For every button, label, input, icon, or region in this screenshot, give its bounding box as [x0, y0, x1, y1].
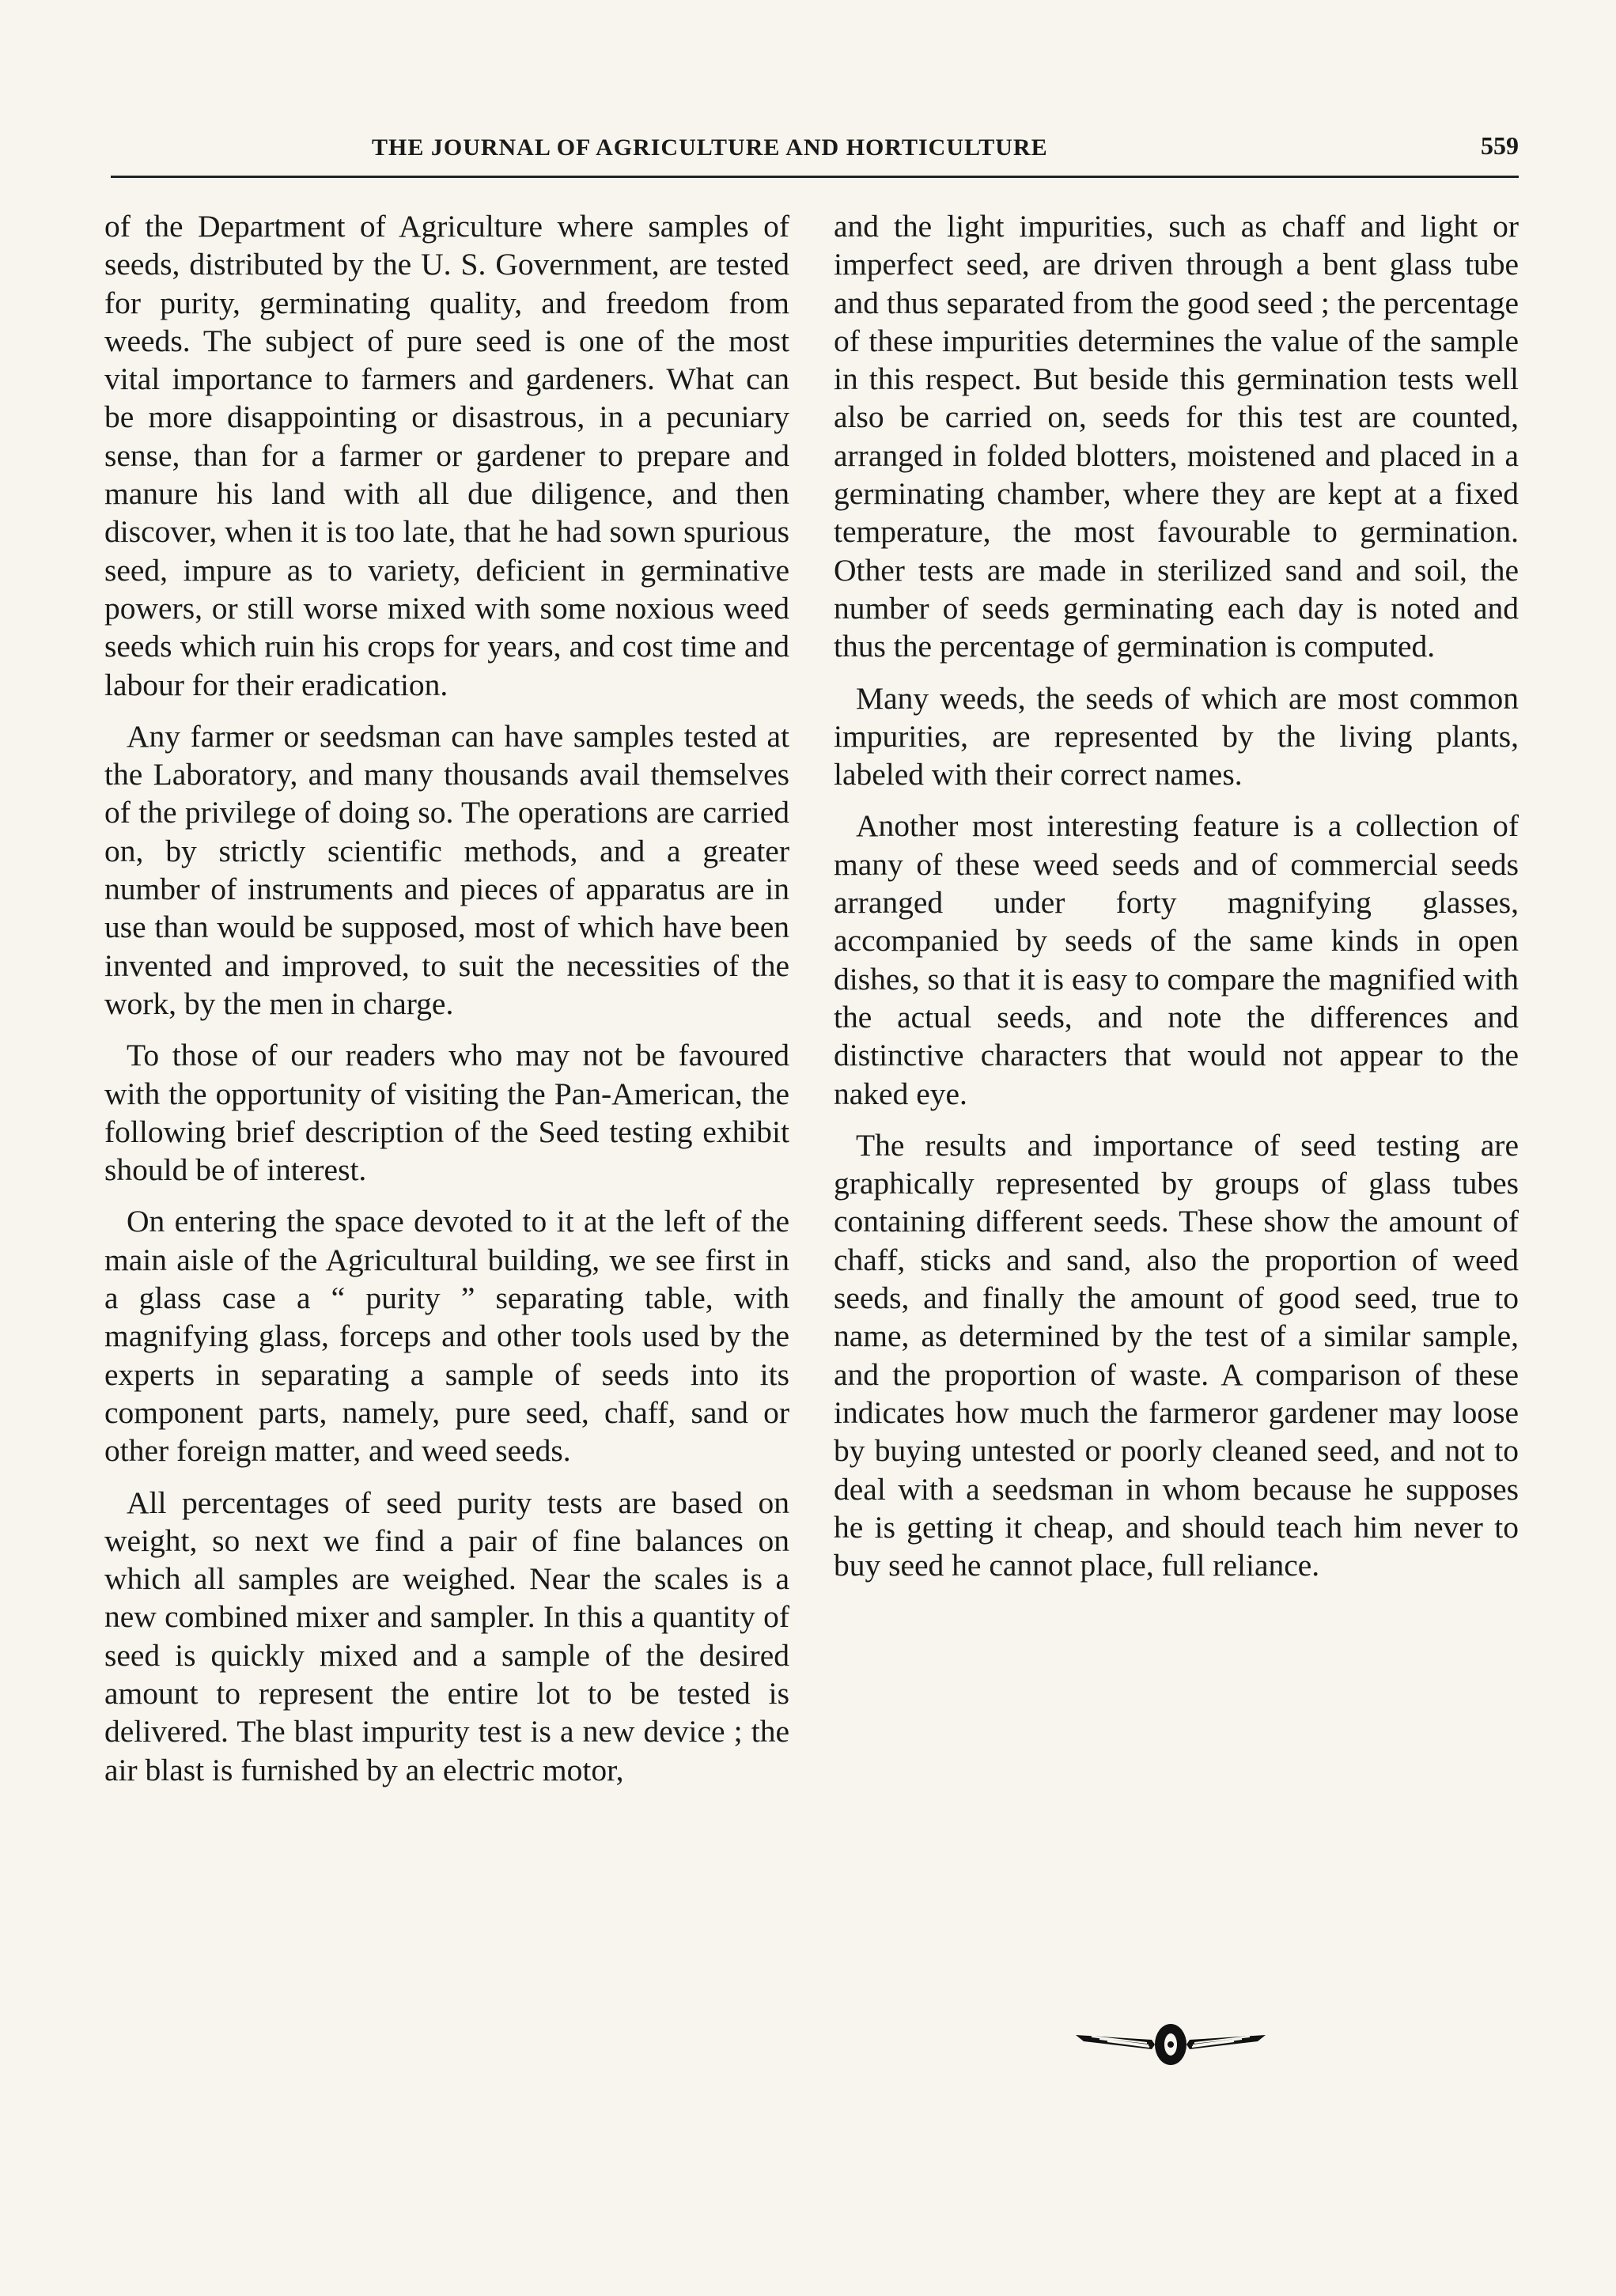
paragraph: and the light impurities, such as chaff and light or imperfect seed, are driven through a bent glass tube and thus separated from the good seed ; the percentage of these impurities determines the value of the sample in this respect. But beside this germination tests well also be carried on, seeds for this test are counted, arranged in folded blotters, moistened and placed in a germinating chamber, where they are kept at a fixed temperature, the most favourable to germination. Other tests are made in sterilized sand and soil, the number of seeds germinating each day is noted and thus the percentage of germination is computed. [834, 209, 1519, 664]
paragraph: of the Department of Agriculture where samples of seeds, distributed by the U. S. Government, are tested for purity, germinating quality, and freedom from weeds. The subject of pure seed is one of the most vital importance to farmers and gardeners. What can be more disappointing or disastrous, in a pecuniary sense, than for a farmer or gardener to prepare and manure his land with all due diligence, and then discover, when it is too late, that he had sown spurious seed, impure as to variety, deficient in germinative powers, or still worse mixed with some noxious weed seeds which ruin his crops for years, and cost time and labour for their eradication. [104, 209, 789, 702]
paragraph: All percentages of seed purity tests are based on weight, so next we find a pair of fine balances on which all samples are weighed. Near the scales is a new combined mixer and sampler. In this a quantity of seed is quickly mixed and a sample of the desired amount to represent the entire lot to be tested is delivered. The blast impurity test is a new device ; the air blast is furnished by an electric motor, [104, 1485, 789, 1787]
paragraph: Another most interesting feature is a collection of many of these weed seeds and of commercial seeds arranged under forty magnifying glasses, accompanied by seeds of the same kinds in open dishes, so that it is easy to compare the magnified with the actual seeds, and note the differences and distinctive characters that would not appear to the naked eye. [834, 808, 1519, 1111]
page-number: 559 [1481, 131, 1519, 160]
paragraph: On entering the space devoted to it at the left of the main aisle of the Agricultural building, we see first in a glass case a “ purity ” separating table, with magnifying glass, forceps and other tools used by the experts in separating a sample of seeds into its component parts, namely, pure seed, chaff, sand or other foreign matter, and weed seeds. [104, 1204, 789, 1469]
left-column [104, 207, 789, 1802]
header-rule [111, 176, 1519, 178]
paragraph: Many weeds, the seeds of which are most common impurities, are represented by the living plants, labeled with their correct names. [834, 680, 1519, 792]
paragraph: To those of our readers who may not be favoured with the opportunity of visiting the Pan-American, the following brief description of the Seed testing exhibit should be of interest. [104, 1038, 789, 1188]
right-column [834, 207, 1519, 1598]
paragraph: The results and importance of seed testing are graphically represented by groups of glass tubes containing different seeds. These show the amount of chaff, sticks and sand, also the proportion of weed seeds, and finally the amount of good seed, true to name, as determined by the test of a similar sample, and the proportion of waste. A comparison of these indicates how much the farmeror gardener may loose by buying untested or poorly cleaned seed, and not to deal with a seedsman in whom because he supposes he is getting it cheap, and should teach him never to buy seed he cannot place, full reliance. [834, 1127, 1519, 1583]
winged-tailpiece-ornament-icon [1076, 2021, 1266, 2068]
running-head [111, 127, 1519, 174]
paragraph: Any farmer or seedsman can have samples tested at the Laboratory, and many thousands avail themselves of the privilege of doing so. The operations are carried on, by strictly scientific methods, and a greater number of instruments and pieces of apparatus are in use than would be supposed, most of which have been invented and improved, to suit the necessities of the work, by the men in charge. [104, 718, 789, 1021]
journal-title: THE JOURNAL OF AGRICULTURE AND HORTICULTURE [372, 134, 1048, 161]
